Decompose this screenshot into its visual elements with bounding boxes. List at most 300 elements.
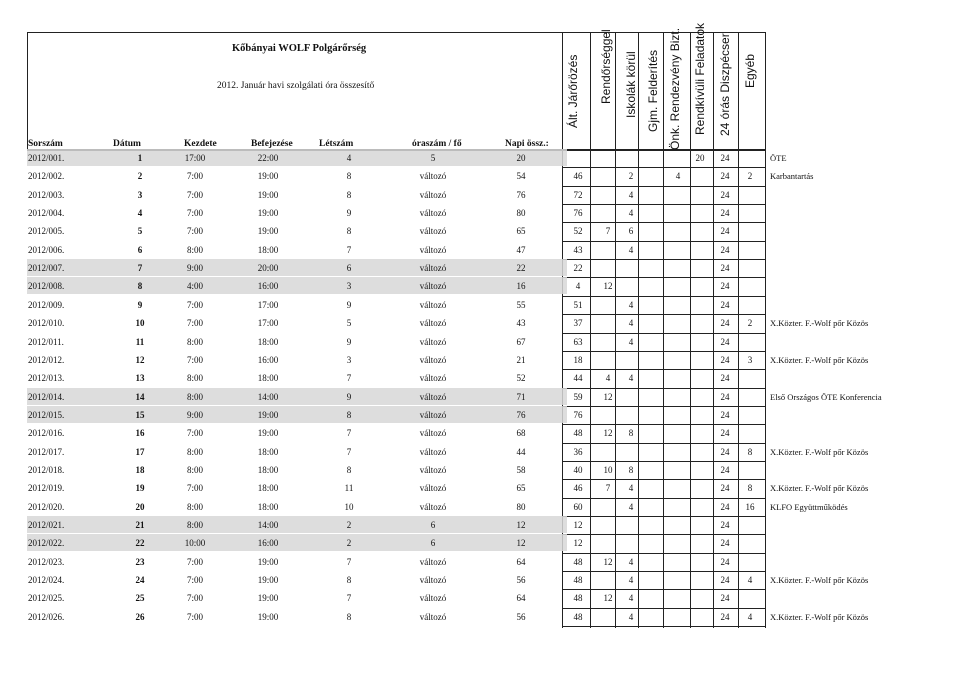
cell-letszam: 8	[346, 189, 352, 200]
cell-sorszam: 2012/003.	[28, 189, 65, 200]
col-header-napi: Napi össz.:	[505, 139, 549, 149]
cell-letszam: 7	[346, 373, 352, 384]
cell-befejezese: 16:00	[257, 281, 279, 292]
cell-befejezese: 18:00	[257, 446, 279, 457]
cell-datum: 7	[137, 263, 143, 274]
cell-c6: 24	[720, 208, 730, 219]
cell-napi: 47	[516, 244, 526, 255]
cell-c3: 6	[628, 226, 634, 237]
cell-c1: 52	[573, 226, 583, 237]
cell-c1: 12	[573, 538, 583, 549]
cell-befejezese: 19:00	[257, 428, 279, 439]
grid-row-line	[562, 589, 765, 590]
cell-sorszam: 2012/025.	[28, 593, 65, 604]
cell-napi: 43	[516, 318, 526, 329]
cell-sorszam: 2012/014.	[28, 391, 65, 402]
cell-sorszam: 2012/013.	[28, 373, 65, 384]
cell-c2: 12	[603, 281, 613, 292]
cell-sorszam: 2012/017.	[28, 446, 65, 457]
cell-kezdete: 7:00	[186, 354, 204, 365]
cell-sorszam: 2012/020.	[28, 501, 65, 512]
row-shading	[27, 388, 567, 405]
cell-c6: 24	[720, 483, 730, 494]
grid-category-col-4	[663, 32, 664, 628]
cell-letszam: 9	[346, 299, 352, 310]
cell-c6: 24	[720, 354, 730, 365]
cell-oraszam: változó	[419, 318, 447, 329]
cell-c7: 2	[747, 318, 753, 329]
cell-datum: 23	[135, 556, 145, 567]
col-header-kezdete: Kezdete	[184, 139, 217, 149]
cell-c7: 8	[747, 483, 753, 494]
grid-row-line	[562, 369, 765, 370]
cell-c1: 76	[573, 409, 583, 420]
cell-c6: 24	[720, 244, 730, 255]
cell-oraszam: változó	[419, 428, 447, 439]
cell-kezdete: 8:00	[186, 244, 204, 255]
cell-c2: 12	[603, 556, 613, 567]
cell-befejezese: 16:00	[257, 538, 279, 549]
cell-befejezese: 19:00	[257, 409, 279, 420]
cell-sorszam: 2012/006.	[28, 244, 65, 255]
cell-sorszam: 2012/001.	[28, 153, 65, 163]
cell-datum: 15	[135, 409, 145, 420]
cell-letszam: 6	[346, 263, 352, 274]
category-header-with-police: Rendőrséggel	[599, 29, 613, 104]
cell-letszam: 10	[344, 501, 354, 512]
cell-oraszam: 6	[430, 520, 436, 530]
col-header-befejezese: Befejezése	[251, 139, 293, 149]
cell-sorszam: 2012/018.	[28, 464, 65, 475]
cell-c6: 24	[720, 611, 730, 622]
cell-c1: 37	[573, 318, 583, 329]
cell-c1: 76	[573, 208, 583, 219]
cell-befejezese: 18:00	[257, 464, 279, 475]
cell-c3: 4	[628, 556, 634, 567]
cell-oraszam: változó	[419, 593, 447, 604]
cell-kezdete: 9:00	[186, 409, 204, 420]
cell-befejezese: 14:00	[257, 520, 279, 530]
cell-oraszam: változó	[419, 391, 447, 402]
cell-datum: 20	[135, 501, 145, 512]
cell-napi: 55	[516, 299, 526, 310]
cell-letszam: 7	[346, 428, 352, 439]
cell-c6: 24	[720, 428, 730, 439]
cell-sorszam: 2012/016.	[28, 428, 65, 439]
cell-kezdete: 7:00	[186, 226, 204, 237]
cell-c1: 46	[573, 171, 583, 182]
cell-napi: 22	[516, 263, 526, 274]
row-shading	[27, 516, 567, 533]
grid-row-line	[562, 443, 765, 444]
cell-c6: 24	[720, 226, 730, 237]
cell-kezdete: 9:00	[186, 263, 204, 274]
cell-sorszam: 2012/005.	[28, 226, 65, 237]
cell-befejezese: 14:00	[257, 391, 279, 402]
cell-oraszam: változó	[419, 409, 447, 420]
cell-c1: 44	[573, 373, 583, 384]
grid-category-col-3	[638, 32, 639, 628]
cell-c7: 2	[747, 171, 753, 182]
cell-c3: 4	[628, 299, 634, 310]
cell-befejezese: 18:00	[257, 244, 279, 255]
cell-datum: 19	[135, 483, 145, 494]
cell-oraszam: változó	[419, 336, 447, 347]
cell-sorszam: 2012/009.	[28, 299, 65, 310]
cell-c2: 12	[603, 593, 613, 604]
cell-datum: 10	[135, 318, 145, 329]
cell-kezdete: 7:00	[186, 611, 204, 622]
cell-datum: 11	[135, 336, 145, 347]
cell-kezdete: 8:00	[186, 446, 204, 457]
cell-c6: 24	[720, 556, 730, 567]
cell-c1: 48	[573, 428, 583, 439]
cell-letszam: 7	[346, 556, 352, 567]
cell-c1: 48	[573, 611, 583, 622]
cell-c6: 24	[720, 281, 730, 292]
grid-row-line	[562, 498, 765, 499]
cell-note: X.Közter. F.-Wolf pőr Közös	[770, 611, 869, 622]
cell-oraszam: változó	[419, 446, 447, 457]
cell-napi: 52	[516, 373, 526, 384]
category-header-dispatcher-24h: 24 órás Diszpécser	[718, 33, 732, 136]
cell-oraszam: változó	[419, 483, 447, 494]
cell-napi: 76	[516, 409, 526, 420]
cell-c1: 60	[573, 501, 583, 512]
cell-c6: 24	[720, 520, 730, 530]
cell-kezdete: 8:00	[186, 464, 204, 475]
cell-letszam: 9	[346, 336, 352, 347]
cell-letszam: 8	[346, 611, 352, 622]
cell-c3: 4	[628, 318, 634, 329]
cell-befejezese: 19:00	[257, 611, 279, 622]
grid-category-col-2	[615, 32, 616, 628]
col-header-oraszam: óraszám / fő	[412, 139, 462, 149]
cell-napi: 65	[516, 483, 526, 494]
cell-kezdete: 8:00	[186, 373, 204, 384]
cell-napi: 21	[516, 354, 526, 365]
cell-napi: 44	[516, 446, 526, 457]
cell-note: Karbantartás	[770, 171, 814, 182]
cell-letszam: 3	[346, 281, 352, 292]
cell-letszam: 8	[346, 575, 352, 586]
cell-kezdete: 8:00	[186, 501, 204, 512]
cell-sorszam: 2012/011.	[28, 336, 64, 347]
grid-row-line	[562, 388, 765, 389]
cell-note: Első Országos ÖTE Konferencia	[770, 391, 882, 402]
grid-row-line	[562, 277, 765, 278]
cell-oraszam: változó	[419, 208, 447, 219]
grid-row-line	[562, 571, 765, 572]
cell-c6: 24	[720, 373, 730, 384]
cell-datum: 2	[137, 171, 143, 182]
cell-letszam: 8	[346, 171, 352, 182]
cell-c1: 59	[573, 391, 583, 402]
cell-datum: 9	[137, 299, 143, 310]
cell-c2: 12	[603, 428, 613, 439]
grid-category-col-7	[738, 32, 739, 628]
row-shading	[27, 259, 567, 276]
cell-sorszam: 2012/024.	[28, 575, 65, 586]
cell-c1: 18	[573, 354, 583, 365]
cell-c3: 2	[628, 171, 634, 182]
grid-row-line	[562, 516, 765, 517]
cell-befejezese: 18:00	[257, 336, 279, 347]
cell-datum: 25	[135, 593, 145, 604]
cell-c1: 43	[573, 244, 583, 255]
row-shading	[27, 534, 567, 551]
cell-sorszam: 2012/007.	[28, 263, 65, 274]
cell-oraszam: változó	[419, 373, 447, 384]
cell-c7: 4	[747, 575, 753, 586]
cell-c3: 8	[628, 428, 634, 439]
cell-befejezese: 16:00	[257, 354, 279, 365]
grid-row-line	[562, 406, 765, 407]
cell-letszam: 7	[346, 593, 352, 604]
grid-row-line	[562, 204, 765, 205]
cell-letszam: 7	[346, 446, 352, 457]
cell-napi: 71	[516, 391, 526, 402]
grid-row-line	[562, 553, 765, 554]
cell-c2: 12	[603, 391, 613, 402]
cell-befejezese: 20:00	[257, 263, 279, 274]
cell-oraszam: változó	[419, 281, 447, 292]
cell-c6: 24	[720, 318, 730, 329]
cell-befejezese: 19:00	[257, 226, 279, 237]
cell-c6: 24	[720, 153, 730, 163]
cell-datum: 6	[137, 244, 143, 255]
grid-row-line	[562, 461, 765, 462]
cell-kezdete: 7:00	[186, 428, 204, 439]
cell-letszam: 3	[346, 354, 352, 365]
cell-datum: 12	[135, 354, 145, 365]
cell-sorszam: 2012/022.	[28, 538, 65, 549]
document-subtitle: 2012. Január havi szolgálati óra összesítő	[217, 81, 375, 91]
cell-letszam: 8	[346, 464, 352, 475]
cell-kezdete: 7:00	[186, 575, 204, 586]
cell-napi: 80	[516, 501, 526, 512]
cell-letszam: 7	[346, 244, 352, 255]
cell-befejezese: 18:00	[257, 483, 279, 494]
cell-c6: 24	[720, 538, 730, 549]
cell-c3: 4	[628, 483, 634, 494]
cell-befejezese: 19:00	[257, 189, 279, 200]
cell-napi: 67	[516, 336, 526, 347]
cell-c3: 4	[628, 244, 634, 255]
document-title: Kőbányai WOLF Polgárőrség	[232, 43, 367, 54]
cell-c2: 10	[603, 464, 613, 475]
cell-c5: 20	[695, 153, 705, 163]
cell-befejezese: 18:00	[257, 501, 279, 512]
cell-note: X.Közter. F.-Wolf pőr Közös	[770, 483, 869, 494]
grid-row-line	[562, 608, 765, 609]
grid-row-line	[562, 626, 765, 627]
cell-c3: 4	[628, 593, 634, 604]
cell-c6: 24	[720, 593, 730, 604]
cell-napi: 65	[516, 226, 526, 237]
cell-kezdete: 7:00	[186, 593, 204, 604]
cell-c1: 48	[573, 575, 583, 586]
cell-befejezese: 19:00	[257, 575, 279, 586]
cell-datum: 22	[135, 538, 145, 549]
category-header-vehicle-search: Gjm. Felderítés	[646, 49, 660, 132]
cell-oraszam: változó	[419, 244, 447, 255]
cell-c3: 4	[628, 208, 634, 219]
cell-c4: 4	[675, 171, 681, 182]
cell-c1: 46	[573, 483, 583, 494]
category-header-municipal-events: Önk. Rendezvény Bizt.	[668, 27, 682, 150]
cell-napi: 64	[516, 556, 526, 567]
cell-note: X.Közter. F.-Wolf pőr Közös	[770, 354, 869, 365]
cell-oraszam: változó	[419, 556, 447, 567]
grid-row-line	[562, 222, 765, 223]
cell-kezdete: 7:00	[186, 189, 204, 200]
cell-c6: 24	[720, 446, 730, 457]
cell-c6: 24	[720, 409, 730, 420]
cell-napi: 16	[516, 281, 526, 292]
cell-napi: 80	[516, 208, 526, 219]
cell-datum: 26	[135, 611, 145, 622]
cell-kezdete: 8:00	[186, 336, 204, 347]
cell-c6: 24	[720, 171, 730, 182]
cell-note: X.Közter. F.-Wolf pőr Közös	[770, 446, 869, 457]
cell-kezdete: 17:00	[184, 153, 206, 163]
cell-datum: 24	[135, 575, 145, 586]
cell-letszam: 11	[344, 483, 354, 494]
category-header-special-tasks: Rendkívüli Feladatok	[693, 22, 707, 135]
cell-befejezese: 19:00	[257, 593, 279, 604]
grid-row-line	[562, 167, 765, 168]
grid-row-line	[562, 186, 765, 187]
cell-c7: 8	[747, 446, 753, 457]
cell-napi: 76	[516, 189, 526, 200]
cell-c1: 36	[573, 446, 583, 457]
cell-c2: 7	[605, 483, 611, 494]
cell-befejezese: 17:00	[257, 299, 279, 310]
cell-kezdete: 7:00	[186, 483, 204, 494]
cell-letszam: 8	[346, 226, 352, 237]
col-header-sorszam: Sorszám	[28, 139, 63, 149]
cell-napi: 20	[516, 153, 526, 163]
grid-row-line	[562, 296, 765, 297]
cell-kezdete: 7:00	[186, 208, 204, 219]
cell-befejezese: 19:00	[257, 171, 279, 182]
category-header-general-patrol: Ált. Járőrözés	[566, 54, 580, 128]
cell-sorszam: 2012/008.	[28, 281, 65, 292]
grid-left-border	[27, 32, 28, 150]
cell-note: KLFO Együttműködés	[770, 501, 848, 512]
cell-oraszam: változó	[419, 354, 447, 365]
cell-datum: 13	[135, 373, 145, 384]
cell-oraszam: változó	[419, 299, 447, 310]
cell-c1: 22	[573, 263, 583, 274]
cell-befejezese: 18:00	[257, 373, 279, 384]
cell-sorszam: 2012/004.	[28, 208, 65, 219]
grid-row-line	[562, 314, 765, 315]
cell-napi: 54	[516, 171, 526, 182]
cell-c6: 24	[720, 464, 730, 475]
cell-c3: 4	[628, 373, 634, 384]
cell-oraszam: változó	[419, 263, 447, 274]
cell-c6: 24	[720, 501, 730, 512]
cell-c1: 63	[573, 336, 583, 347]
cell-c6: 24	[720, 189, 730, 200]
cell-letszam: 2	[346, 538, 352, 549]
cell-kezdete: 10:00	[184, 538, 206, 549]
cell-c3: 4	[628, 575, 634, 586]
cell-c6: 24	[720, 575, 730, 586]
grid-category-col-1	[590, 32, 591, 628]
cell-c3: 4	[628, 336, 634, 347]
cell-letszam: 2	[346, 520, 352, 530]
cell-befejezese: 19:00	[257, 556, 279, 567]
cell-c2: 4	[605, 373, 611, 384]
cell-datum: 5	[137, 226, 143, 237]
cell-c6: 24	[720, 299, 730, 310]
cell-oraszam: változó	[419, 171, 447, 182]
cell-sorszam: 2012/002.	[28, 171, 65, 182]
cell-datum: 4	[137, 208, 143, 219]
cell-napi: 68	[516, 428, 526, 439]
grid-category-col-8	[765, 32, 766, 628]
cell-c7: 4	[747, 611, 753, 622]
cell-note: X.Közter. F.-Wolf pőr Közös	[770, 575, 869, 586]
row-shading	[27, 406, 567, 423]
cell-datum: 3	[137, 189, 143, 200]
cell-kezdete: 8:00	[186, 391, 204, 402]
cell-sorszam: 2012/012.	[28, 354, 65, 365]
cell-befejezese: 17:00	[257, 318, 279, 329]
cell-datum: 1	[137, 153, 143, 163]
cell-kezdete: 7:00	[186, 318, 204, 329]
grid-row-line	[562, 333, 765, 334]
cell-napi: 12	[516, 520, 526, 530]
cell-c6: 24	[720, 391, 730, 402]
cell-sorszam: 2012/021.	[28, 520, 65, 530]
cell-letszam: 4	[346, 153, 352, 163]
cell-datum: 14	[135, 391, 145, 402]
grid-row-line	[562, 424, 765, 425]
row-shading	[27, 277, 567, 294]
row-shading	[27, 149, 567, 166]
cell-note: X.Közter. F.-Wolf pőr Közös	[770, 318, 869, 329]
cell-c3: 8	[628, 464, 634, 475]
cell-napi: 64	[516, 593, 526, 604]
cell-oraszam: változó	[419, 226, 447, 237]
col-header-datum: Dátum	[113, 139, 141, 149]
cell-befejezese: 22:00	[257, 153, 279, 163]
cell-befejezese: 19:00	[257, 208, 279, 219]
cell-c6: 24	[720, 336, 730, 347]
cell-note: ÖTE	[770, 153, 787, 163]
cell-letszam: 8	[346, 409, 352, 420]
grid-row-line	[562, 534, 765, 535]
cell-oraszam: változó	[419, 189, 447, 200]
cell-letszam: 9	[346, 208, 352, 219]
grid-row-line	[562, 259, 765, 260]
grid-top-border	[27, 32, 765, 33]
cell-kezdete: 7:00	[186, 556, 204, 567]
cell-c3: 4	[628, 611, 634, 622]
cell-c3: 4	[628, 189, 634, 200]
cell-datum: 18	[135, 464, 145, 475]
cell-c1: 48	[573, 556, 583, 567]
cell-c2: 7	[605, 226, 611, 237]
cell-kezdete: 8:00	[186, 520, 204, 530]
cell-napi: 56	[516, 575, 526, 586]
cell-c6: 24	[720, 263, 730, 274]
cell-oraszam: változó	[419, 575, 447, 586]
